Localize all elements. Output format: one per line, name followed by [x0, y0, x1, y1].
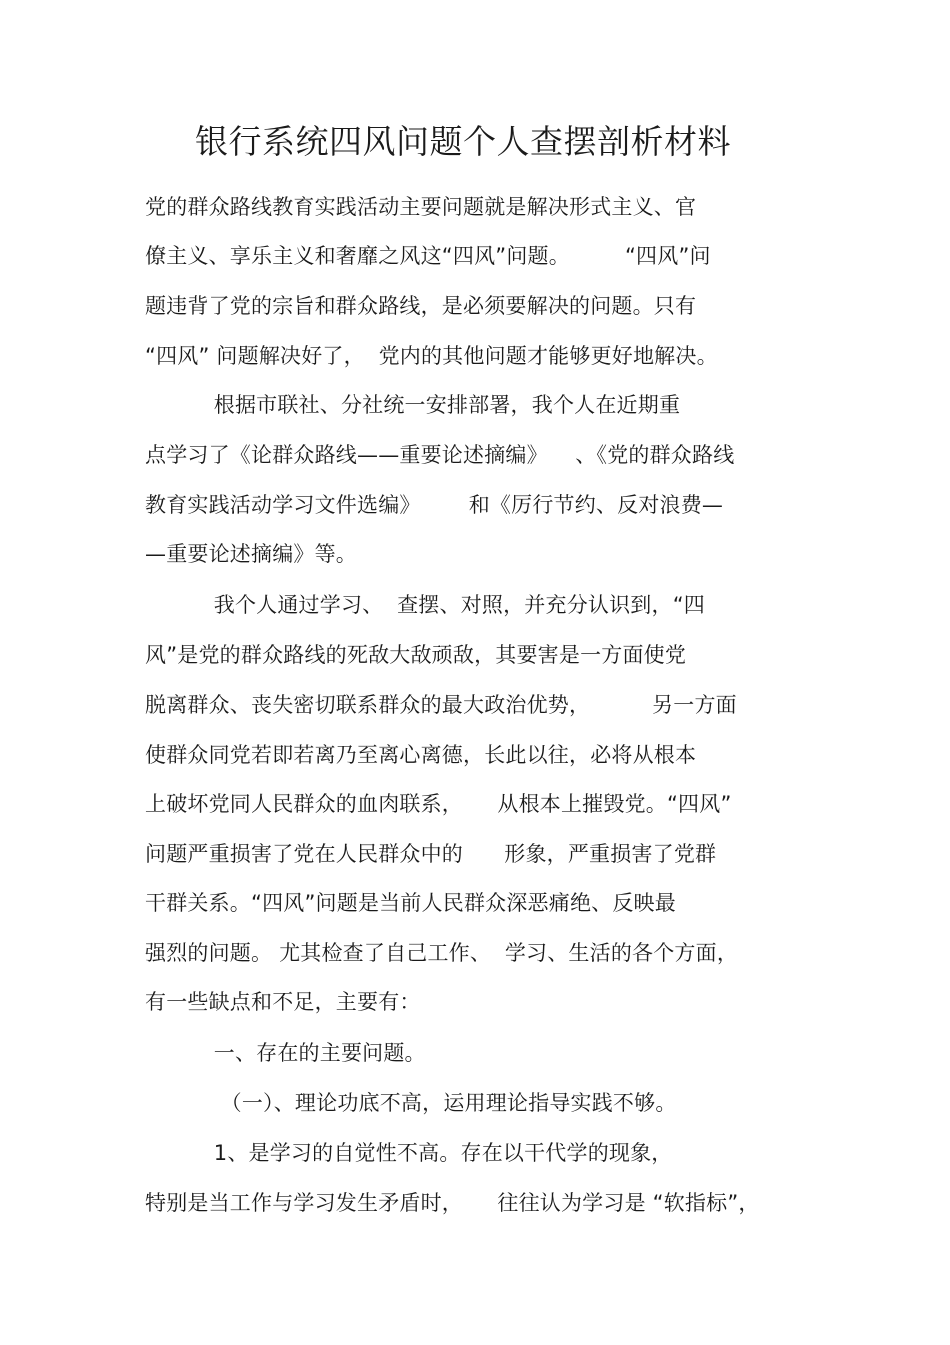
text-line: 题违背了党的宗旨和群众路线，是必须要解决的问题。只有	[145, 294, 697, 318]
text-line: 使群众同党若即若离乃至离心离德，长此以往，必将从根本	[145, 743, 697, 767]
text-line: 特别是当工作与学习发生矛盾时， 往往认为学习是 “软指标”，	[145, 1191, 760, 1215]
document-title: 银行系统四风问题个人查摆剖析材料	[195, 122, 731, 161]
text-line: 教育实践活动学习文件选编》 和《厉行节约、反对浪费—	[145, 493, 724, 517]
text-line: 上破坏党同人民群众的血肉联系， 从根本上摧毁党。“四风”	[145, 792, 732, 816]
text-line: 根据市联社、分社统一安排部署，我个人在近期重	[145, 393, 681, 417]
text-line: 党的群众路线教育实践活动主要问题就是解决形式主义、官	[145, 195, 697, 219]
text-line: “四风” 问题解决好了， 党内的其他问题才能够更好地解决。	[145, 344, 718, 368]
text-line: （一）、理论功底不高，运用理论指导实践不够。	[145, 1091, 677, 1115]
text-line: 点学习了《论群众路线——重要论述摘编》 、《党的群众路线	[145, 443, 735, 467]
text-line: 1、是学习的自觉性不高。存在以干代学的现象，	[145, 1141, 673, 1165]
text-line: 僚主义、享乐主义和奢靡之风这“四风”问题。 “四风”问	[145, 244, 711, 268]
text-line: 脱离群众、丧失密切联系群众的最大政治优势， 另一方面	[145, 693, 737, 717]
text-line: 有一些缺点和不足，主要有：	[145, 990, 421, 1014]
text-line: 问题严重损害了党在人民群众中的 形象，严重损害了党群	[145, 842, 717, 866]
text-line: 强烈的问题。 尤其检查了自己工作、 学习、生活的各个方面，	[145, 941, 739, 965]
text-line: —重要论述摘编》等。	[145, 542, 357, 566]
text-line: 干群关系。“四风”问题是当前人民群众深恶痛绝、反映最	[145, 891, 676, 915]
text-line: 一、存在的主要问题。	[145, 1041, 426, 1065]
text-line: 我个人通过学习、 查摆、对照，并充分认识到，“四	[145, 593, 705, 617]
text-line: 风”是党的群众路线的死敌大敌顽敌，其要害是一方面使党	[145, 643, 687, 667]
